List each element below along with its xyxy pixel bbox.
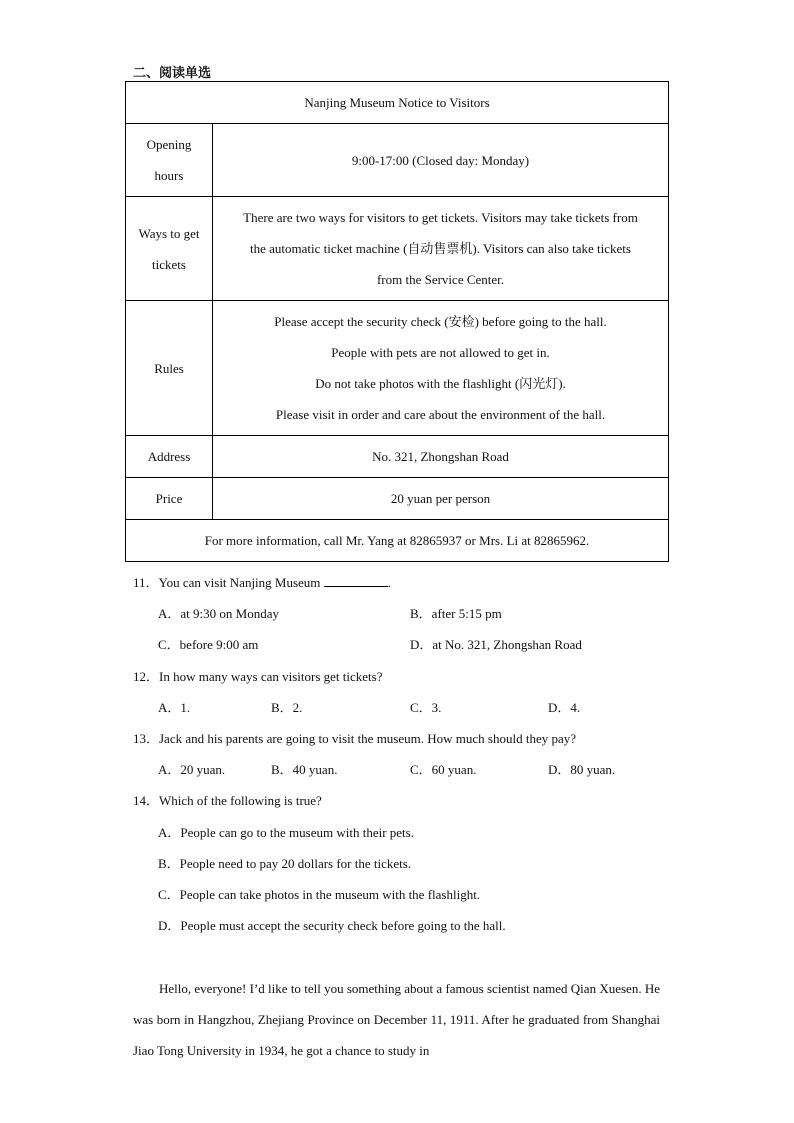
content-line: There are two ways for visitors to get tickets. Visitors may take tickets from [243, 210, 638, 225]
notice-row-rules [126, 301, 669, 436]
content-line: 9:00-17:00 (Closed day: Monday) [351, 152, 530, 168]
question-stem: 12．In how many ways can visitors get tickets? [133, 669, 383, 684]
content-line: the automatic ticket machine (自动售票机). Visitors can also take tickets [250, 241, 631, 256]
question-option: D．80 yuan. [548, 762, 616, 777]
content-line: 20 yuan per person [390, 491, 491, 506]
notice-content [213, 301, 669, 436]
question-stem: 14．Which of the following is true? [133, 793, 322, 808]
label-line: hours [154, 168, 184, 183]
question-stem: 13．Jack and his parents are going to visit the museum. How much should they pay? [133, 731, 577, 746]
label-line: Rules [154, 360, 184, 376]
question-option: B．People need to pay 20 dollars for the tickets. [158, 856, 412, 871]
label-line: Price [155, 491, 183, 506]
question-option: C．60 yuan. [410, 762, 477, 777]
question-option: A．20 yuan. [158, 762, 226, 777]
question-option: C．before 9:00 am [158, 637, 259, 652]
notice-footer: For more information, call Mr. Yang at 82865937 or Mrs. Li at 82865962. [126, 520, 669, 562]
question-option: D．4. [548, 700, 581, 715]
notice-content [213, 197, 669, 301]
notice-content [213, 478, 669, 520]
content-line: People with pets are not allowed to get in. [331, 345, 550, 360]
reading-passage [133, 973, 660, 1066]
question-option: B．2. [271, 700, 303, 715]
notice-content [213, 124, 669, 197]
question-option: C．3. [410, 700, 442, 715]
section-title: 二、阅读单选 [133, 66, 212, 81]
content-line: from the Service Center. [376, 272, 505, 287]
question-option: A．1. [158, 700, 191, 715]
notice-label [126, 301, 213, 436]
notice-title-row [126, 82, 669, 124]
question-stem-suffix: . [387, 575, 391, 590]
content-line: Do not take photos with the flashlight (闪光灯). [315, 376, 566, 391]
question-option: A．People can go to the museum with their pets. [158, 825, 414, 840]
notice-label [126, 436, 213, 478]
answer-blank [324, 575, 388, 587]
notice-footer-row [126, 520, 669, 562]
question-option: B．after 5:15 pm [410, 606, 502, 621]
question-option: D．People must accept the security check before going to the hall. [158, 918, 506, 933]
notice-row-opening-hours [126, 124, 669, 197]
question-option: D．at No. 321, Zhongshan Road [410, 637, 582, 652]
question-text: 11．You can visit Nanjing Museum [133, 575, 321, 590]
passage-paragraph: Hello, everyone! I’d like to tell you something about a famous scientist named Qian Xuesen. He was born in Hangzhou, Zhejiang Province on December 11, 1911. After he graduated from Shanghai Jiao Tong University in 1934, he got a chance to study in [133, 981, 660, 1058]
notice-row-price [126, 478, 669, 520]
content-line: Please visit in order and care about the environment of the hall. [275, 407, 606, 422]
question-stem [133, 572, 391, 591]
notice-content [213, 436, 669, 478]
notice-label [126, 197, 213, 301]
question-option: A．at 9:30 on Monday [158, 606, 279, 621]
notice-row-tickets [126, 197, 669, 301]
notice-row-address [126, 436, 669, 478]
notice-label [126, 124, 213, 197]
label-line: Ways to get [138, 225, 200, 241]
label-line: Opening [146, 137, 192, 152]
content-line: Please accept the security check (安检) before going to the hall. [274, 314, 607, 329]
label-line: Address [147, 449, 191, 464]
notice-label [126, 478, 213, 520]
notice-title: Nanjing Museum Notice to Visitors [126, 82, 669, 124]
label-line: tickets [152, 256, 186, 272]
question-option: C．People can take photos in the museum with the flashlight. [158, 887, 481, 902]
content-line: No. 321, Zhongshan Road [372, 449, 509, 464]
question-option: B．40 yuan. [271, 762, 338, 777]
museum-notice-table [125, 81, 669, 562]
